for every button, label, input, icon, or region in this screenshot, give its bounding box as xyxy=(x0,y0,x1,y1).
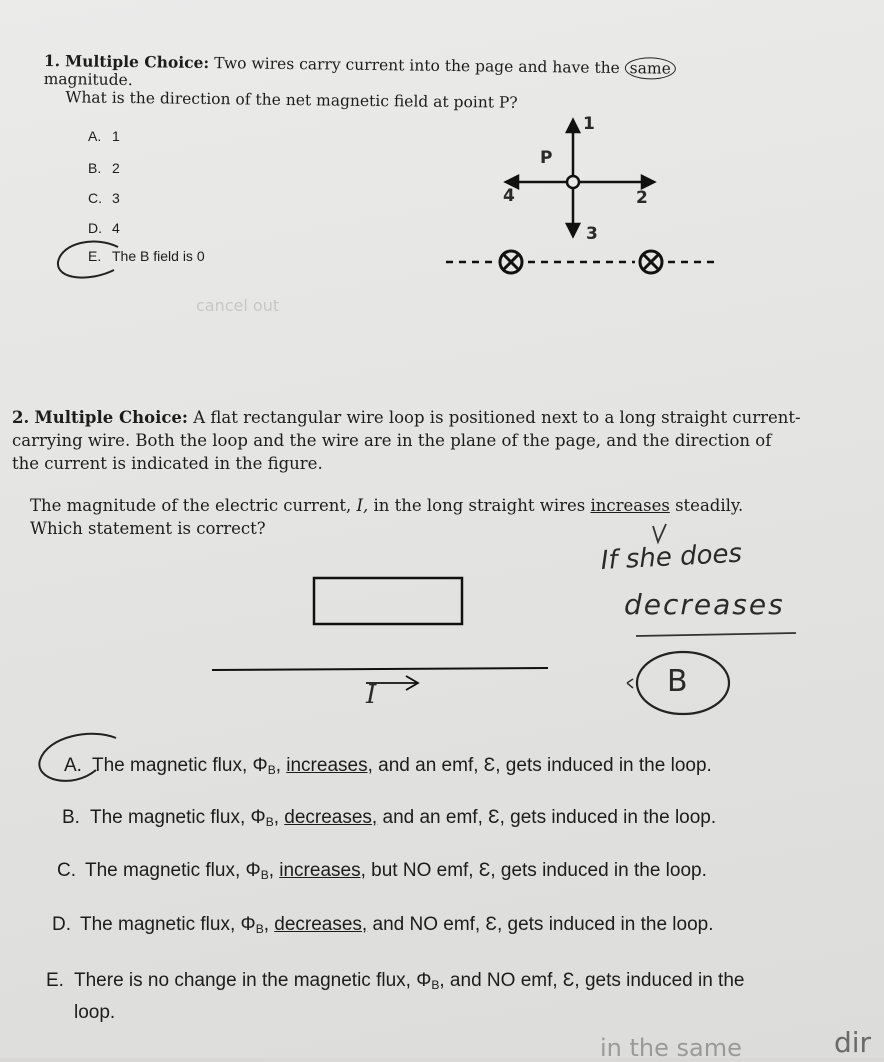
point-p-label: P xyxy=(540,148,553,168)
q2-long-wire xyxy=(212,668,548,670)
q1-number: 1. xyxy=(43,51,61,71)
q1-answer-circle xyxy=(58,242,118,278)
q2-loop xyxy=(314,578,462,624)
q2-stem-underlined: increases xyxy=(590,496,670,515)
q2-current-label: I xyxy=(366,680,377,710)
q2-stem-mid: in the long straight wires xyxy=(373,496,586,515)
hand-note-line2: decreases xyxy=(624,588,785,621)
q2-option-e-line2: loop. xyxy=(74,1002,116,1023)
q2-option-a[interactable]: A. The magnetic flux, $\Phi_B$, increases, and an emf, Ɛ, gets induced in the loop. xyxy=(64,755,712,777)
q1-option-e[interactable]: E. The B field is 0 xyxy=(88,248,205,264)
q1-line2: What is the direction of the net magnetic field at point P? xyxy=(65,88,518,112)
direction-label-4: 4 xyxy=(503,186,515,206)
hand-bottom-right: dir xyxy=(834,1026,872,1059)
hand-circled-answer: B xyxy=(667,664,688,699)
q1-option-d[interactable]: D. 4 xyxy=(88,220,120,236)
direction-label-2: 2 xyxy=(636,188,648,208)
q1-option-b[interactable]: B. 2 xyxy=(88,160,120,176)
q2-stem-current: I, xyxy=(356,496,369,515)
q2-question xyxy=(12,406,802,475)
hand-note-line1: If she does xyxy=(600,538,743,576)
wire-into-page-icon xyxy=(500,251,522,273)
q2-stem xyxy=(30,494,810,540)
q1-option-c[interactable]: C. 3 xyxy=(88,190,120,206)
wire-into-page-icon xyxy=(640,251,662,273)
hand-bottom-mid: in the same xyxy=(600,1034,742,1062)
q1-text-before: Two wires carry current into the page and have the xyxy=(214,54,620,78)
direction-label-3: 3 xyxy=(586,224,598,244)
hand-tick xyxy=(627,679,633,688)
q2-option-c[interactable]: C. The magnetic flux, $\Phi_B$, increases, but NO emf, Ɛ, gets induced in the loop. xyxy=(57,860,707,882)
q2-option-b[interactable]: B. The magnetic flux, $\Phi_B$, decreases, and an emf, Ɛ, gets induced in the loop. xyxy=(62,807,717,829)
q2-stem-after: steadily. xyxy=(675,496,744,515)
q1-direction-diagram xyxy=(506,120,654,236)
q1-circled-word: same xyxy=(625,57,676,80)
q2-option-d[interactable]: D. The magnetic flux, $\Phi_B$, decreases, and NO emf, Ɛ, gets induced in the loop. xyxy=(52,914,714,936)
q2-text: A flat rectangular wire loop is positioned next to a long straight current-carrying wire. Both the loop and the wire are in the plane of the page, and the direction of the current is indicated in the figure. xyxy=(12,408,801,473)
q2-option-e[interactable]: E. There is no change in the magnetic flux, $\Phi_B$, and NO emf, Ɛ, gets induced in the loop. xyxy=(46,967,866,1027)
direction-label-1: 1 xyxy=(583,114,595,134)
q1-label: Multiple Choice: xyxy=(64,51,210,73)
q1-text-after: magnitude. xyxy=(43,69,133,90)
q2-stem-line2: Which statement is correct? xyxy=(30,519,266,538)
faint-handwriting: cancel out xyxy=(196,296,280,315)
q1-option-a[interactable]: A. 1 xyxy=(88,128,120,144)
q2-label: Multiple Choice: xyxy=(34,408,188,427)
q2-number: 2. xyxy=(12,408,30,427)
q2-stem-before: The magnitude of the electric current, xyxy=(30,496,352,515)
hand-underline xyxy=(636,633,796,636)
